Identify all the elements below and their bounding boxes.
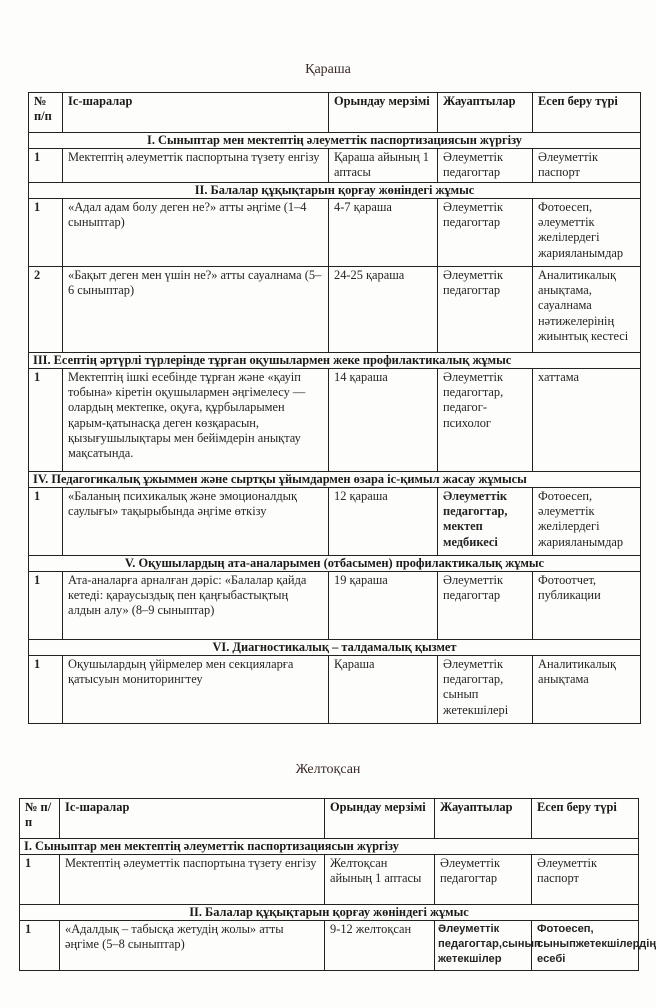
table-row [20, 921, 639, 971]
row-deadline: 12 қараша [329, 488, 438, 556]
section-heading: I. Сыныптар мен мектептің әлеуметтік паспортизациясын жүргізу [29, 133, 641, 149]
row-num: 1 [20, 921, 60, 971]
col-header-report: Есеп беру түрі [532, 799, 639, 839]
row-report: Фотоесеп, сыныпжетекшілердің есебі [532, 921, 639, 971]
section-heading-row [29, 640, 641, 656]
section-heading-row [29, 133, 641, 149]
section-heading: IV. Педагогикалық ұжыммен және сыртқы ұйымдармен өзара іс-қимыл жасау жұмысы [29, 472, 641, 488]
section-heading: V. Оқушылардың ата-аналарымен (отбасымен) профилактикалық жұмыс [29, 556, 641, 572]
row-report: Фотоесеп, әлеуметтік желілердегі жарияланымдар [533, 488, 641, 556]
row-activity: Мектептің әлеуметтік паспортына түзету енгізу [63, 149, 329, 183]
section-heading-row [29, 183, 641, 199]
row-activity: Оқушылардың үйірмелер мен секцияларға қатысуын мониторингтеу [63, 656, 329, 724]
col-header-deadline: Орындау мерзімі [329, 93, 438, 133]
row-deadline: 19 қараша [329, 572, 438, 640]
row-report: Әлеуметтік паспорт [532, 855, 639, 905]
row-report: Аналитикалық анықтама, сауалнама нәтижелерінің жиынтық кестесі [533, 267, 641, 353]
table-row [29, 149, 641, 183]
row-deadline: Желтоқсан айының 1 аптасы [325, 855, 435, 905]
row-responsible: Әлеуметтік педагогтар, педагог-психолог [438, 369, 533, 472]
row-responsible: Әлеуметтік педагогтар [438, 149, 533, 183]
row-deadline: 4-7 қараша [329, 199, 438, 267]
col-header-activity: Іс-шаралар [63, 93, 329, 133]
section-heading: III. Есептің әртүрлі түрлерінде тұрған оқушылармен жеке профилактикалық жұмыс [29, 353, 641, 369]
section-heading: II. Балалар құқықтарын қорғау жөніндегі жұмыс [29, 183, 641, 199]
col-header-report: Есеп беру түрі [533, 93, 641, 133]
col-header-activity: Іс-шаралар [60, 799, 325, 839]
section-heading-row [20, 905, 639, 921]
row-responsible: Әлеуметтік педагогтар [438, 572, 533, 640]
table-row [29, 267, 641, 353]
section-heading: I. Сыныптар мен мектептің әлеуметтік паспортизациясын жүргізу [20, 839, 639, 855]
table-row [29, 369, 641, 472]
row-deadline: 9-12 желтоқсан [325, 921, 435, 971]
month-title-november: Қараша [305, 62, 351, 77]
row-num: 1 [29, 199, 63, 267]
table-row [29, 488, 641, 556]
section-heading-row [29, 472, 641, 488]
table-row [20, 855, 639, 905]
section-heading-row [29, 556, 641, 572]
row-responsible: Әлеуметтік педагогтар,сынып жетекшілер [435, 921, 532, 971]
row-num: 1 [29, 149, 63, 183]
plan-table-november [28, 92, 641, 724]
table-row [29, 572, 641, 640]
row-report: Фотоотчет, публикации [533, 572, 641, 640]
col-header-num: № п/п [20, 799, 60, 839]
col-header-num: № п/п [29, 93, 63, 133]
row-activity: Ата-аналарға арналған дәріс: «Балалар қайда кетеді: қараусыздық пен қаңғыбастықтың алдын алу» (8–9 сыныптар) [63, 572, 329, 640]
row-num: 2 [29, 267, 63, 353]
col-header-responsible: Жауаптылар [435, 799, 532, 839]
row-responsible: Әлеуметтік педагогтар, сынып жетекшілері [438, 656, 533, 724]
row-responsible: Әлеуметтік педагогтар [435, 855, 532, 905]
row-num: 1 [29, 572, 63, 640]
table-header-row [29, 93, 641, 133]
row-activity: «Адалдық – табысқа жетудің жолы» атты әңгіме (5–8 сыныптар) [60, 921, 325, 971]
row-deadline: 14 қараша [329, 369, 438, 472]
row-num: 1 [20, 855, 60, 905]
table-header-row [20, 799, 639, 839]
table-row [29, 656, 641, 724]
col-header-responsible: Жауаптылар [438, 93, 533, 133]
row-deadline: Қараша айының 1 аптасы [329, 149, 438, 183]
row-deadline: Қараша [329, 656, 438, 724]
row-responsible: Әлеуметтік педагогтар [438, 199, 533, 267]
row-num: 1 [29, 369, 63, 472]
row-deadline: 24-25 қараша [329, 267, 438, 353]
table-row [29, 199, 641, 267]
section-heading: VI. Диагностикалық – талдамалық қызмет [29, 640, 641, 656]
section-heading-row [29, 353, 641, 369]
row-num: 1 [29, 656, 63, 724]
col-header-deadline: Орындау мерзімі [325, 799, 435, 839]
row-responsible: Әлеуметтік педагогтар, мектеп медбикесі [438, 488, 533, 556]
row-activity: Мектептің ішкі есебінде тұрған және «қауіп тобына» кіретін оқушылармен әңгімелесу — олардың мектепке, оқуға, құрбыларымен қарым-қатынасқа деген көзқарасын, қызығушылықтары мен бейімдерін анықтау мақсатында. [63, 369, 329, 472]
row-report: Әлеуметтік паспорт [533, 149, 641, 183]
row-report: Аналитикалық анықтама [533, 656, 641, 724]
section-heading: II. Балалар құқықтарын қорғау жөніндегі жұмыс [20, 905, 639, 921]
row-activity: «Баланың психикалық және эмоционалдық саулығы» тақырыбында әңгіме өткізу [63, 488, 329, 556]
row-activity: «Бақыт деген мен үшін не?» атты сауалнама (5–6 сыныптар) [63, 267, 329, 353]
row-report: Фотоесеп, әлеуметтік желілердегі жарияланымдар [533, 199, 641, 267]
section-heading-row [20, 839, 639, 855]
row-num: 1 [29, 488, 63, 556]
row-activity: «Адал адам болу деген не?» атты әңгіме (1–4 сыныптар) [63, 199, 329, 267]
row-report: хаттама [533, 369, 641, 472]
row-responsible: Әлеуметтік педагогтар [438, 267, 533, 353]
row-activity: Мектептің әлеуметтік паспортына түзету енгізу [60, 855, 325, 905]
plan-table-december [19, 798, 656, 971]
month-title-december: Желтоқсан [295, 762, 361, 777]
